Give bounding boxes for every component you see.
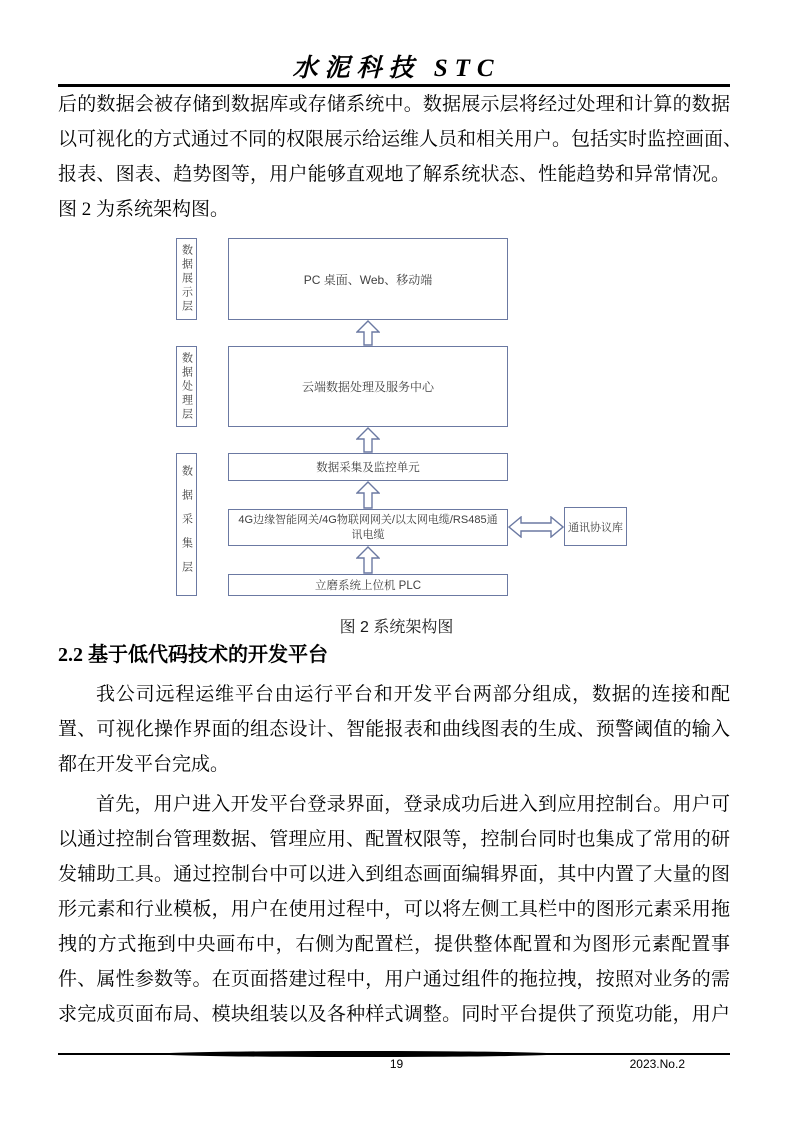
up-arrow-icon bbox=[356, 546, 380, 574]
body-line: 形元素和行业模板，用户在使用过程中，可以将左侧工具栏中的图形元素采用拖 bbox=[58, 899, 730, 920]
layer-label-text: 数据采集层 bbox=[180, 464, 193, 585]
figure-caption: 图 2 系统架构图 bbox=[339, 619, 454, 636]
issue-label: 2023.No.2 bbox=[629, 1057, 685, 1071]
up-arrow-icon bbox=[356, 320, 380, 346]
node-plc-box: 立磨系统上位机 PLC bbox=[228, 574, 508, 596]
up-arrow-icon bbox=[356, 481, 380, 509]
layer-label-collection bbox=[176, 453, 197, 596]
body-line: 都在开发平台完成。 bbox=[58, 754, 230, 775]
body-line: 求完成页面布局、模块组装以及各种样式调整。同时平台提供了预览功能，用户 bbox=[58, 1004, 730, 1025]
journal-title: 水泥科技 STC bbox=[292, 55, 501, 82]
node-protocol-box: 通讯协议库 bbox=[564, 507, 627, 546]
node-scada-box: 数据采集及监控单元 bbox=[228, 453, 508, 481]
paragraph-1 bbox=[58, 87, 743, 227]
layer-label-text: 数据处理层 bbox=[180, 351, 193, 422]
body-line: 首先，用户进入开发平台登录界面，登录成功后进入到应用控制台。用户可 bbox=[96, 794, 730, 815]
layer-label-processing bbox=[176, 346, 197, 427]
double-arrow-icon bbox=[508, 516, 564, 538]
footer-rule-line bbox=[58, 1053, 730, 1055]
body-line: 发辅助工具。通过控制台中可以进入到组态画面编辑界面，其中内置了大量的图 bbox=[58, 864, 730, 885]
body-line: 件、属性参数等。在页面搭建过程中，用户通过组件的拖拉拽，按照对业务的需 bbox=[58, 969, 730, 990]
page-number: 19 bbox=[389, 1057, 404, 1071]
layer-label-text: 数据展示层 bbox=[180, 244, 193, 314]
body-line: 后的数据会被存储到数据库或存储系统中。数据展示层将经过处理和计算的数据 bbox=[58, 94, 730, 115]
node-cloud-box: 云端数据处理及服务中心 bbox=[228, 346, 508, 427]
paragraph-3 bbox=[58, 787, 730, 1032]
layer-label-display bbox=[176, 238, 197, 320]
body-line: 以可视化的方式通过不同的权限展示给运维人员和相关用户。包括实时监控画面、 bbox=[58, 129, 743, 150]
body-line: 以通过控制台管理数据、管理应用、配置权限等，控制台同时也集成了常用的研 bbox=[58, 829, 730, 850]
paragraph-2 bbox=[58, 677, 730, 782]
body-line: 报表、图表、趋势图等，用户能够直观地了解系统状态、性能趋势和异常情况。 bbox=[58, 164, 730, 185]
up-arrow-icon bbox=[356, 427, 380, 453]
node-gateway-box: 4G边缘智能网关/4G物联网网关/以太网电缆/RS485通讯电缆 bbox=[228, 509, 508, 546]
body-line: 图 2 为系统架构图。 bbox=[58, 199, 230, 220]
body-line: 拽的方式拖到中央画布中，右侧为配置栏，提供整体配置和为图形元素配置事 bbox=[58, 934, 730, 955]
body-line: 置、可视化操作界面的组态设计、智能报表和曲线图表的生成、预警阈值的输入 bbox=[58, 719, 730, 740]
node-client-box: PC 桌面、Web、移动端 bbox=[228, 238, 508, 320]
body-line: 我公司远程运维平台由运行平台和开发平台两部分组成，数据的连接和配 bbox=[96, 684, 730, 705]
section-heading: 2.2 基于低代码技术的开发平台 bbox=[58, 644, 328, 666]
